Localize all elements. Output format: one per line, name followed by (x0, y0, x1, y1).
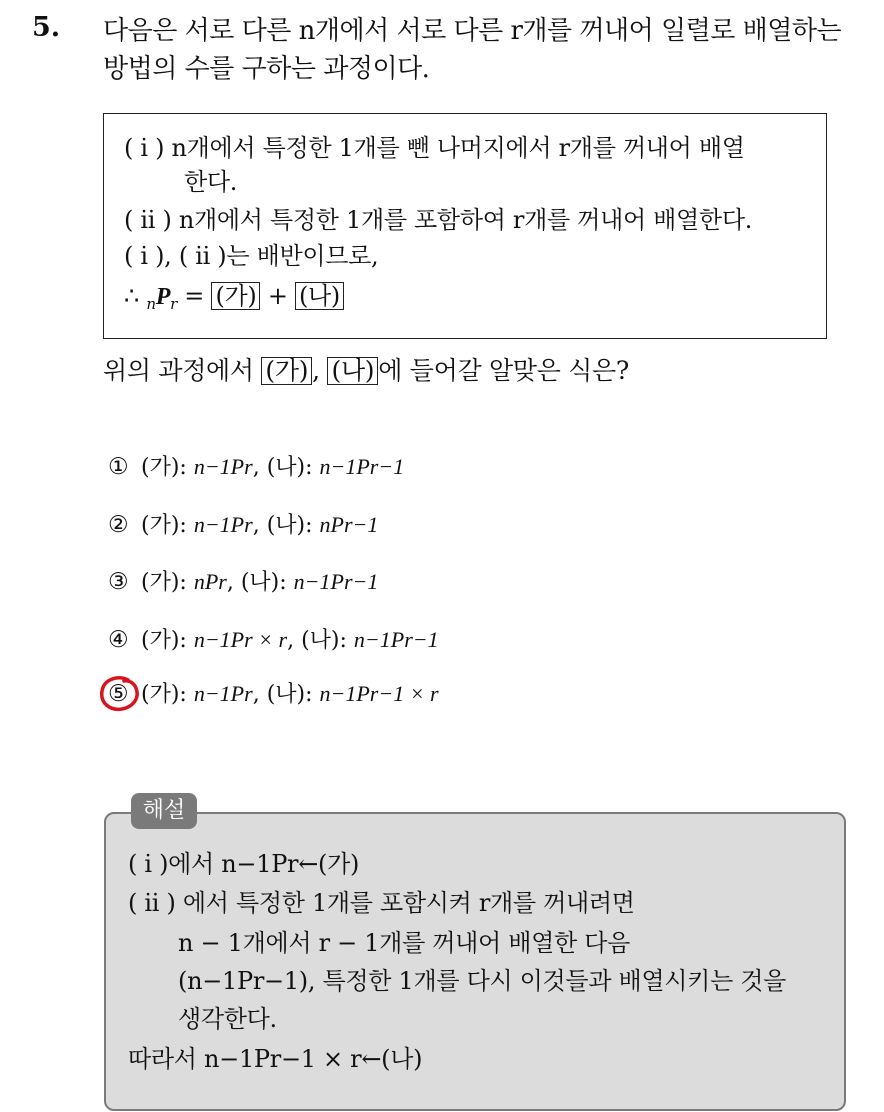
choice-1[interactable] (108, 452, 404, 483)
solution-line3: n − 1개에서 r − 1개를 꺼내어 배열한 다음 (178, 929, 631, 957)
choice-label-a: (가): (141, 513, 194, 538)
choice-4[interactable] (108, 625, 439, 656)
answer-mark-circle (98, 674, 142, 714)
formula-lhs: P (155, 284, 171, 310)
choice-label-b: (나): (266, 682, 320, 707)
prompt-box-a: (가) (261, 357, 312, 385)
therefore-symbol: ∴ (124, 282, 139, 310)
question-text (103, 12, 873, 88)
choice-sep: , (252, 682, 267, 707)
process-line3: ( i ), ( ii )는 배반이므로, (124, 242, 379, 270)
solution-tag: 해설 (131, 793, 197, 829)
choice-expr-a: nPr (193, 569, 227, 594)
prompt-comma: , (312, 356, 320, 385)
choice-5[interactable] (108, 679, 439, 710)
solution-line2: ( ii ) 에서 특정한 1개를 포함시켜 r개를 꺼내려면 (128, 889, 635, 917)
solution-line6: 따라서 n−1Pr−1 × r←(나) (128, 1045, 423, 1073)
choice-3[interactable] (108, 567, 378, 598)
choice-expr-a: n−1Pr (193, 681, 253, 706)
choice-sep: , (287, 628, 302, 653)
choice-2[interactable] (108, 510, 378, 541)
solution-box (104, 812, 846, 1111)
choice-expr-b: n−1Pr−1 (319, 454, 405, 479)
question-text-line1: 다음은 서로 다른 n개에서 서로 다른 r개를 꺼내어 일렬로 배열하는 (103, 16, 842, 46)
formula-box-a: (가) (211, 282, 260, 310)
choice-label-a: (가): (141, 455, 194, 480)
choice-expr-a: n−1Pr (193, 512, 253, 537)
prompt-box-b: (나) (327, 357, 378, 385)
choice-expr-a: n−1Pr × r (193, 627, 288, 652)
choice-label-a: (가): (141, 682, 194, 707)
solution-line5: 생각한다. (178, 1005, 277, 1033)
choice-expr-a: n−1Pr (193, 454, 253, 479)
solution-line1: ( i )에서 n−1Pr←(가) (128, 850, 360, 878)
choice-number: ⑤ (108, 681, 129, 707)
choice-number: ① (108, 454, 129, 480)
process-line1b: 한다. (184, 168, 238, 196)
choice-label-a: (가): (141, 570, 194, 595)
choice-expr-b: nPr−1 (319, 512, 379, 537)
formula-lhs-presub: n (146, 295, 156, 313)
formula-box-b: (나) (295, 282, 344, 310)
choice-sep: , (252, 455, 267, 480)
choice-expr-b: n−1Pr−1 × r (319, 681, 439, 706)
choice-expr-b: n−1Pr−1 (293, 569, 379, 594)
solution-line4: (n−1Pr−1), 특정한 1개를 다시 이것들과 배열시키는 것을 (178, 967, 787, 995)
choice-sep: , (252, 513, 267, 538)
prompt-pre: 위의 과정에서 (103, 356, 254, 385)
formula-plus: + (267, 282, 288, 310)
question-prompt (103, 355, 629, 387)
choice-label-a: (가): (141, 628, 194, 653)
choice-label-b: (나): (240, 570, 294, 595)
choice-label-b: (나): (301, 628, 354, 653)
question-text-line2: 방법의 수를 구하는 과정이다. (103, 54, 430, 84)
formula-lhs-subscript: r (170, 295, 177, 313)
choice-number: ③ (108, 569, 129, 595)
process-box (103, 113, 827, 339)
choice-number: ④ (108, 627, 129, 653)
prompt-post: 에 들어갈 알맞은 식은? (378, 356, 629, 385)
choice-label-b: (나): (266, 455, 320, 480)
choice-number: ② (108, 512, 129, 538)
formula-equals: = (184, 282, 205, 310)
process-formula (124, 280, 344, 320)
choice-label-b: (나): (266, 513, 320, 538)
process-line2: ( ii ) n개에서 특정한 1개를 포함하여 r개를 꺼내어 배열한다. (124, 206, 753, 234)
question-number: 5. (32, 12, 61, 43)
choice-expr-b: n−1Pr−1 (353, 627, 439, 652)
choice-sep: , (226, 570, 241, 595)
process-line1: ( i ) n개에서 특정한 1개를 뺀 나머지에서 r개를 꺼내어 배열 (124, 134, 745, 162)
